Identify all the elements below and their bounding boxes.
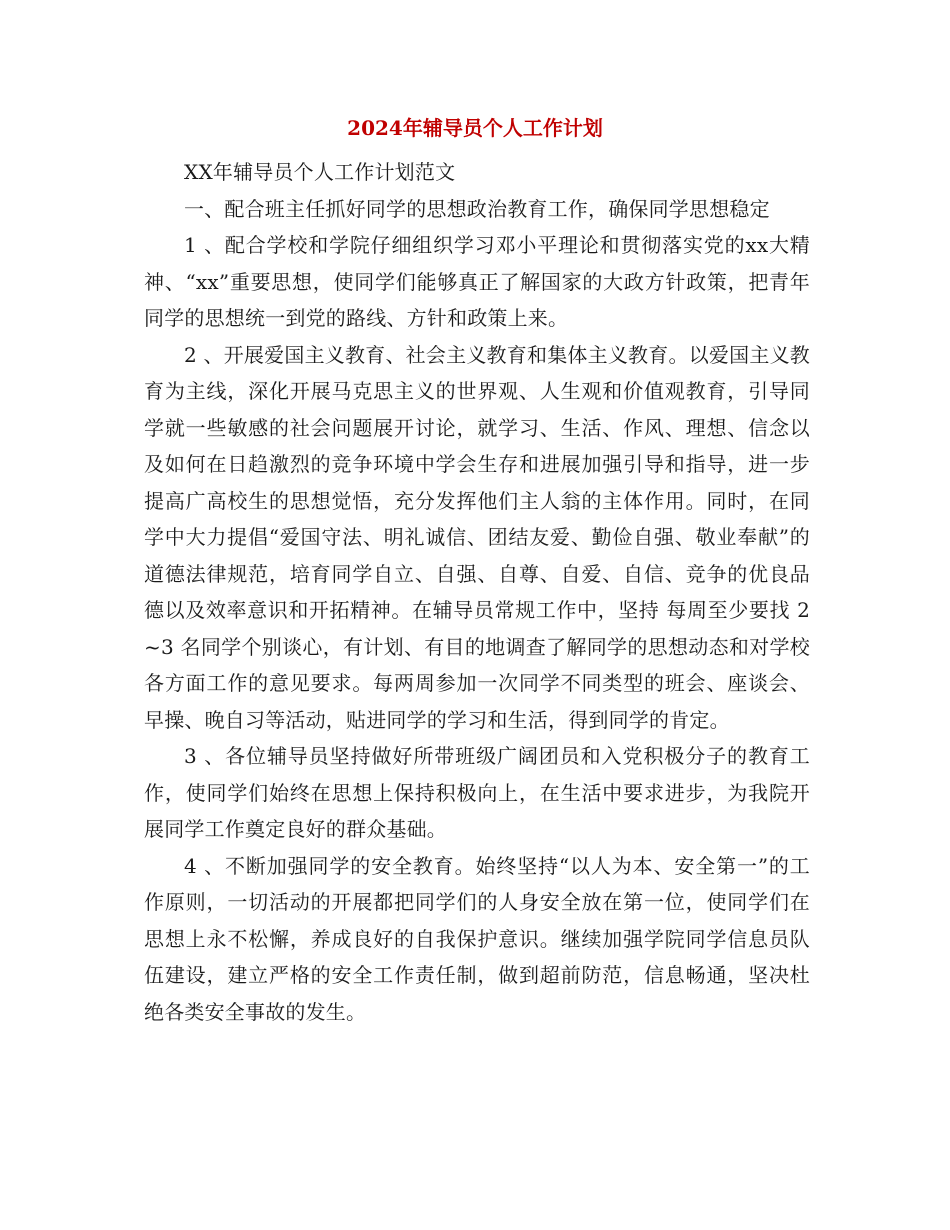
paragraph-subtitle: XX年辅导员个人工作计划范文 xyxy=(184,160,456,184)
paragraph-item-1: 1 、配合学校和学院仔细组织学习邓小平理论和贯彻落实党的xx大精神、“xx”重要思想，使同学们能够真正了解国家的大政方针政策，把青年同学的思想统一到党的路线、方针和政策上来。 xyxy=(144,233,810,330)
paragraph-item-4: 4 、不断加强同学的安全教育。始终坚持“以人为本、安全第一”的工作原则，一切活动的开展都把同学们的人身安全放在第一位，使同学们在思想上永不松懈，养成良好的自我保护意识。继续加强学院同学信息员队伍建设，建立严格的安全工作责任制，做到超前防范，信息畅通，坚决杜绝各类安全事故的发生。 xyxy=(144,853,810,1024)
document-body xyxy=(144,154,810,1030)
paragraph-item-3: 3 、各位辅导员坚持做好所带班级广阔团员和入党积极分子的教育工作，使同学们始终在思想上保持积极向上，在生活中要求进步，为我院开展同学工作奠定良好的群众基础。 xyxy=(144,744,810,841)
paragraph-section-heading: 一、配合班主任抓好同学的思想政治教育工作，确保同学思想稳定 xyxy=(184,196,770,221)
document-title: 2024年辅导员个人工作计划 xyxy=(347,116,603,140)
paragraph-item-2: 2 、开展爱国主义教育、社会主义教育和集体主义教育。以爱国主义教育为主线，深化开展马克思主义的世界观、人生观和价值观教育，引导同学就一些敏感的社会问题展开讨论，就学习、生活、作风、理想、信念以及如何在日趋激烈的竞争环境中学会生存和进展加强引导和指导，进一步提高广高校生的思想觉悟，充分发挥他们主人翁的主体作用。同时，在同学中大力提倡“爱国守法、明礼诚信、团结友爱、勤俭自强、敬业奉献”的道德法律规范，培育同学自立、自强、自尊、自爱、自信、竞争的优良品德以及效率意识和开拓精神。在辅导员常规工作中，坚持 每周至少要找 2~3 名同学个别谈心，有计划、有目的地调查了解同学的思想动态和对学校各方面工作的意见要求。每两周参加一次同学不同类型的班会、座谈会、早操、晚自习等活动，贴进同学的学习和生活，得到同学的肯定。 xyxy=(144,342,810,732)
